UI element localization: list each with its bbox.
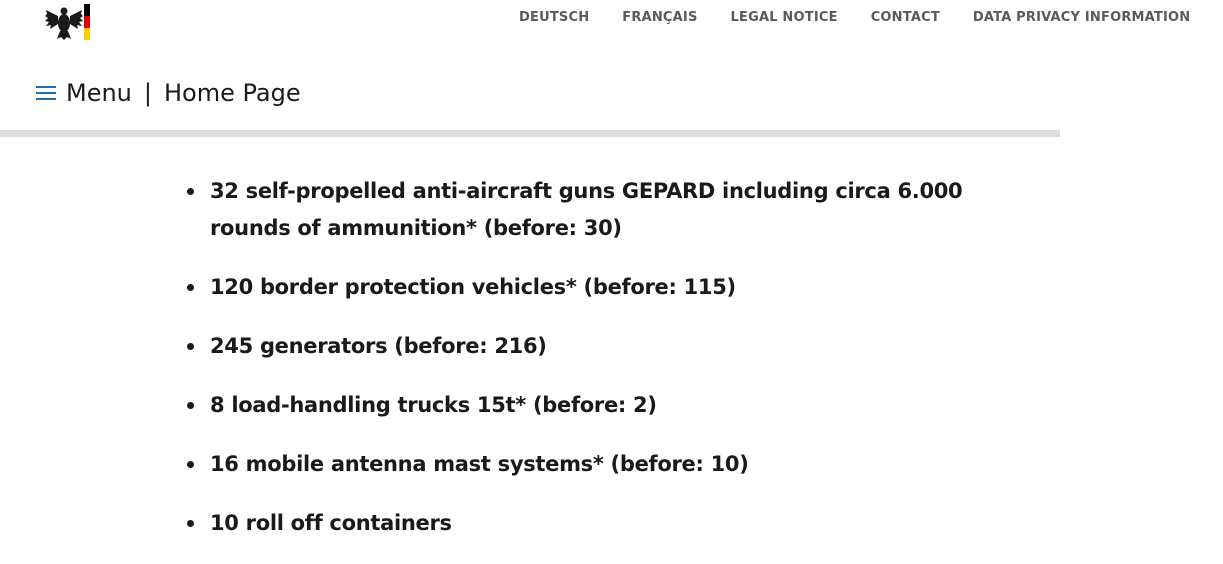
equipment-list (186, 173, 1046, 564)
nav-contact[interactable]: CONTACT (870, 10, 940, 25)
list-item: 16 mobile antenna mast systems* (before: 10) (186, 446, 1046, 483)
nav-francais[interactable]: FRANÇAIS (622, 10, 698, 25)
list-item: 8 load-handling trucks 15t* (before: 2) (186, 387, 1046, 424)
breadcrumb-separator: | (143, 79, 152, 107)
hamburger-icon[interactable] (36, 86, 56, 100)
german-flag-bar (84, 4, 90, 40)
site-header (0, 0, 1191, 131)
nav-data-privacy[interactable]: DATA PRIVACY INFORMATION (972, 10, 1191, 25)
list-item: 120 border protection vehicles* (before: 115) (186, 269, 1046, 306)
breadcrumb-home-page[interactable]: Home Page (164, 79, 301, 107)
nav-deutsch[interactable]: DEUTSCH (519, 10, 590, 25)
flag-red (84, 16, 90, 28)
header-divider (0, 130, 1060, 137)
list-item: 245 generators (before: 216) (186, 328, 1046, 365)
top-navigation (519, 11, 1223, 25)
menu-button[interactable]: Menu (66, 79, 132, 107)
menu-bar (36, 76, 301, 110)
main-content (0, 137, 1060, 548)
flag-gold (84, 28, 90, 40)
nav-legal-notice[interactable]: LEGAL NOTICE (730, 10, 838, 25)
flag-black (84, 4, 90, 16)
list-item: 32 self-propelled anti-aircraft guns GEPARD including circa 6.000 rounds of ammunition* (before: 30) (186, 173, 1046, 247)
list-item: 10 roll off containers (186, 505, 1046, 542)
